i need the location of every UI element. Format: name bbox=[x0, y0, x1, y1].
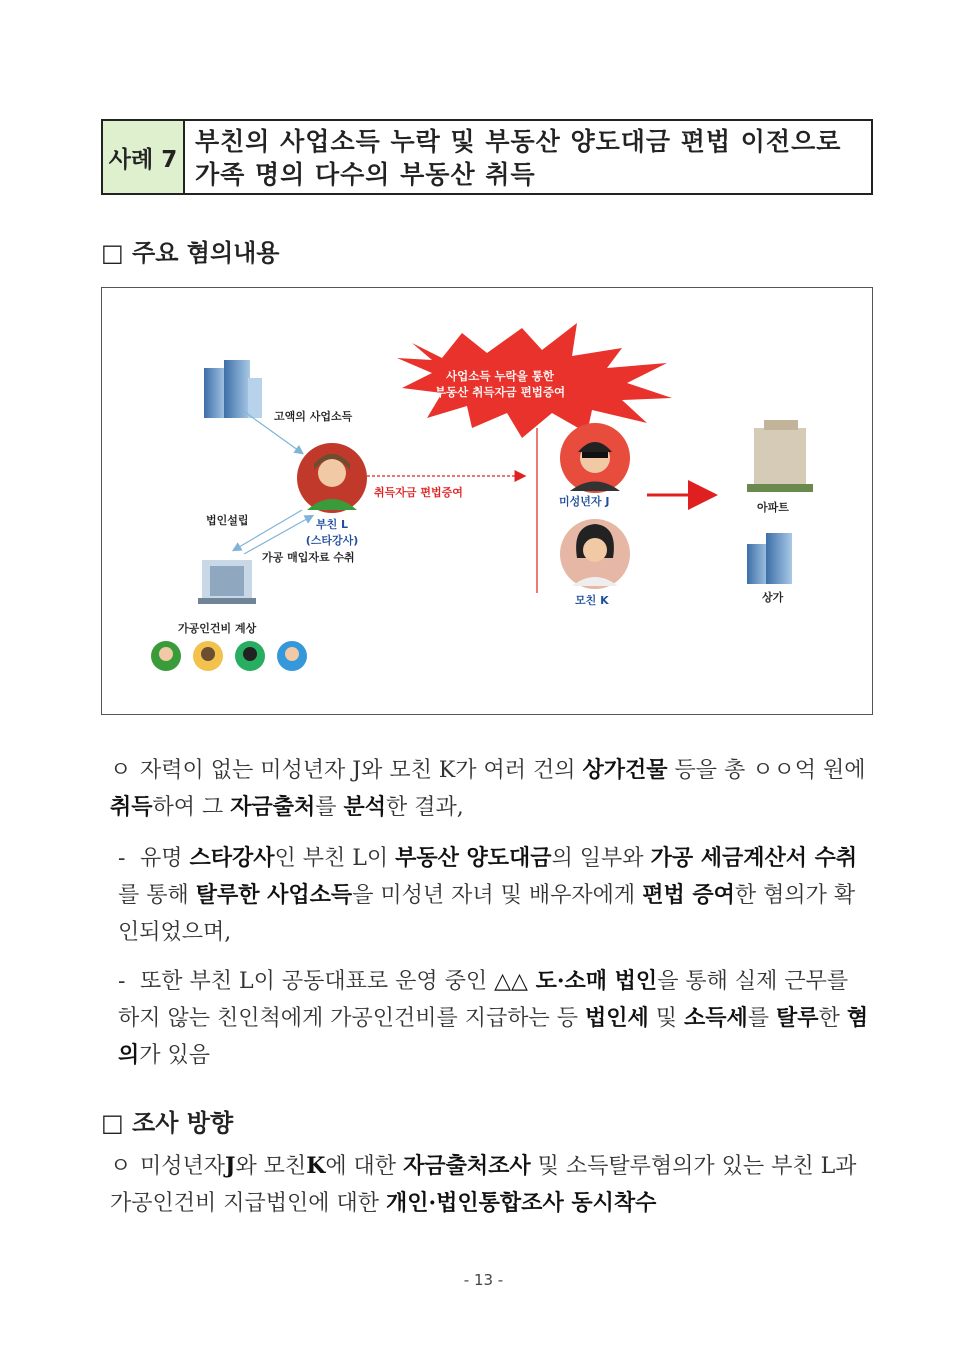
bullet-circle: ㅇ bbox=[110, 758, 132, 783]
emphasis-text: 상가건물 bbox=[582, 757, 668, 783]
fake-invoice-label: 가공 매입자료 수취 bbox=[262, 551, 355, 564]
minor-label: 미성년자 J bbox=[559, 495, 610, 508]
scheme-diagram bbox=[101, 287, 873, 715]
mother-label: 모친 K bbox=[575, 594, 609, 607]
page-number: - 13 - bbox=[463, 1271, 504, 1289]
emphasis-text: 탈루 bbox=[776, 1005, 819, 1031]
office-building-icon-top bbox=[204, 360, 262, 418]
paragraph-1-text bbox=[110, 758, 866, 820]
case-title bbox=[185, 121, 871, 193]
body-text: 하여 그 bbox=[152, 795, 231, 820]
body-text: 유명 bbox=[140, 846, 190, 871]
emphasis-text: 소득세 bbox=[684, 1005, 748, 1031]
father-label-line1: 부친 L bbox=[315, 518, 349, 531]
apartment-label: 아파트 bbox=[757, 501, 789, 514]
high-income-label: 고액의 사업소득 bbox=[274, 410, 353, 423]
minor-avatar bbox=[560, 423, 630, 493]
emphasis-text: 분석 bbox=[343, 794, 387, 820]
emphasis-text: K bbox=[306, 1153, 326, 1179]
paragraph-4 bbox=[110, 1148, 872, 1222]
emphasis-text: 탈루한 사업소득 bbox=[195, 882, 353, 908]
emphasis-text: 편법 증여 bbox=[642, 882, 735, 908]
mother-avatar bbox=[560, 519, 630, 589]
emphasis-text: 법인세 bbox=[585, 1005, 649, 1031]
burst-label-line2: 부동산 취득자금 편법증여 bbox=[434, 385, 566, 399]
body-text: 를 bbox=[315, 795, 344, 820]
father-label bbox=[302, 516, 362, 548]
body-text: 한 혐의가 확인되었으며, bbox=[118, 883, 856, 945]
body-text: 등을 총 ㅇㅇ억 원에 bbox=[667, 758, 866, 783]
body-text: 인 부친 L이 bbox=[274, 846, 396, 871]
emphasis-text: 자금출처 bbox=[230, 794, 316, 820]
paragraph-3 bbox=[118, 963, 872, 1074]
emphasis-text: △△ 도·소매 법인 bbox=[494, 968, 658, 994]
burst-label-line1: 사업소득 누락을 통한 bbox=[446, 369, 554, 383]
apartment-building-icon bbox=[747, 420, 813, 492]
paragraph-1 bbox=[110, 752, 872, 826]
body-text: 한 결과, bbox=[386, 795, 464, 820]
section-main-issue: □ 주요 혐의내용 bbox=[101, 239, 280, 267]
emphasis-text: 스타강사 bbox=[189, 845, 275, 871]
bullet-dash: - bbox=[118, 846, 126, 871]
case-title-line1: 부친의 사업소득 누락 및 부동산 양도대금 편법 이전으로 bbox=[195, 127, 842, 156]
body-text: 을 미성년 자녀 및 배우자에게 bbox=[352, 883, 643, 908]
body-text: 가 있음 bbox=[139, 1043, 211, 1068]
father-label-line2: (스타강사) bbox=[305, 534, 359, 547]
body-text: 또한 부친 L이 공동대표로 운영 중인 bbox=[140, 969, 495, 994]
father-avatar bbox=[297, 443, 367, 513]
section-direction: □ 조사 방향 bbox=[101, 1109, 234, 1137]
gift-label: 취득자금 편법증여 bbox=[374, 486, 463, 499]
paragraph-2 bbox=[118, 840, 872, 951]
emphasis-text: 취득 bbox=[110, 794, 153, 820]
body-text: 와 모친 bbox=[235, 1154, 307, 1179]
emphasis-text: J bbox=[225, 1153, 236, 1179]
case-header-box bbox=[101, 119, 873, 195]
burst-label bbox=[420, 368, 580, 400]
body-text: 에 대한 bbox=[325, 1154, 404, 1179]
paragraph-2-text bbox=[118, 846, 857, 945]
emphasis-text: 개인·법인통합조사 동시착수 bbox=[386, 1190, 657, 1216]
body-text: 및 소득탈루혐의가 있는 부친 L과 가공인건비 지급법인에 대한 bbox=[110, 1154, 857, 1216]
shop-building-icon bbox=[747, 533, 792, 584]
corporate-building-icon bbox=[198, 560, 256, 604]
body-text: 의 일부와 bbox=[551, 846, 651, 871]
body-text: 을 통해 실제 근무를 하지 않는 친인척에게 가공인건비를 지급하는 등 bbox=[118, 969, 849, 1031]
emphasis-text: 가공 세금계산서 수취 bbox=[650, 845, 858, 871]
shop-label: 상가 bbox=[762, 591, 784, 604]
body-text: 및 bbox=[648, 1006, 685, 1031]
bullet-circle: ㅇ bbox=[110, 1154, 132, 1179]
body-text: 자력이 없는 미성년자 J와 모친 K가 여러 건의 bbox=[140, 758, 583, 783]
fake-labor-label: 가공인건비 계상 bbox=[178, 622, 257, 635]
emphasis-text: 자금출처조사 bbox=[403, 1153, 531, 1179]
bullet-dash: - bbox=[118, 969, 126, 994]
employee-avatars bbox=[151, 641, 307, 671]
body-text: 미성년자 bbox=[140, 1154, 226, 1179]
case-title-line2: 가족 명의 다수의 부동산 취득 bbox=[195, 160, 536, 189]
body-text: 를 통해 bbox=[118, 883, 196, 908]
body-text: 를 bbox=[747, 1006, 777, 1031]
body-text: 한 bbox=[818, 1006, 847, 1031]
emphasis-text: 혐의 bbox=[118, 1005, 869, 1068]
case-tag: 사례 7 bbox=[103, 121, 185, 193]
paragraph-3-text bbox=[118, 969, 868, 1068]
emphasis-text: 부동산 양도대금 bbox=[395, 845, 552, 871]
paragraph-4-text bbox=[110, 1154, 856, 1216]
corp-setup-label: 법인설립 bbox=[206, 514, 249, 527]
